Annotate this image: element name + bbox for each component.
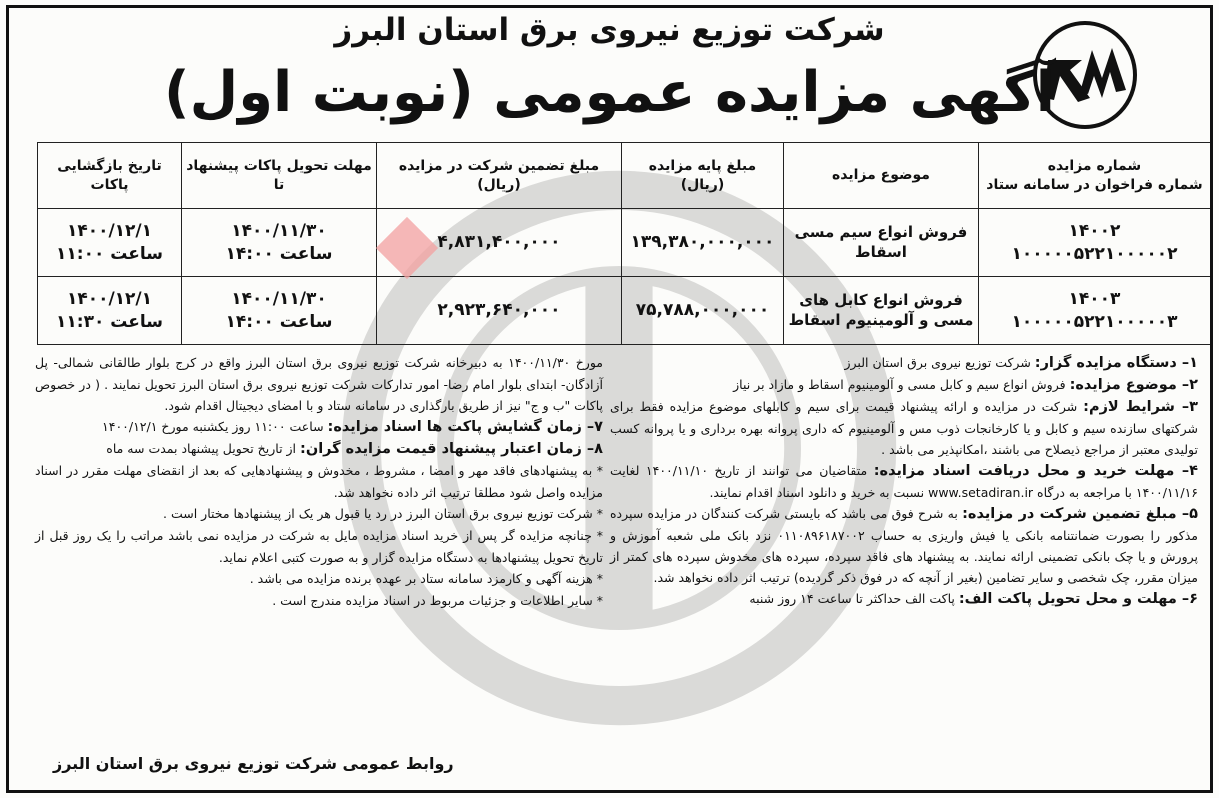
notice-headline: آگهی مزایده عمومی (نوبت اول) (164, 60, 1055, 125)
public-relations-signature: روابط عمومی شرکت توزیع نیروی برق استان البرز (53, 754, 454, 773)
newspaper-notice (6, 5, 1213, 793)
cell-guarantee: ۲,۹۲۳,۶۴۰,۰۰۰ (377, 277, 622, 345)
header-subject: موضوع مزایده (784, 143, 979, 209)
clause-1: ۱– دستگاه مزایده گزار: شرکت توزیع نیروی برق استان البرز (844, 355, 1198, 371)
cell-deadline: ۱۴۰۰/۱۱/۳۰ ساعت ۱۴:۰۰ (182, 209, 377, 277)
clause-3: ۳– شرایط لازم: شرکت در مزایده و ارائه پیشنهاد قیمت برای سیم و کابلهای موضوع مزایده فقط برای شرکتهای سازنده سیم و کابل و یا کارخانجات ذوب مس و آلومینیوم که داری پروانه بهره برداری و یا پروانه کسب تولیدی معتبر از مراجع ذیصلاح می باشند ،امکانپذیر می باشد . (610, 399, 1198, 457)
cell-opening: ۱۴۰۰/۱۲/۱ ساعت ۱۱:۰۰ (38, 209, 182, 277)
conditions-right-column (610, 352, 1198, 610)
cell-base-price: ۱۳۹,۳۸۰,۰۰۰,۰۰۰ (622, 209, 784, 277)
cell-opening: ۱۴۰۰/۱۲/۱ ساعت ۱۱:۳۰ (38, 277, 182, 345)
note-item: * هزینه آگهی و کارمزد سامانه ستاد بر عهده برنده مزایده می باشد . (249, 571, 603, 586)
conditions-left-column (35, 352, 603, 612)
note-item: * به پیشنهادهای فاقد مهر و امضا ، مشروط ، مخدوش و پیشنهادهایی که بعد از انقضای مهلت مقرر در اسناد مزایده واصل شود مطلقا ترتیب اثر داده نخواهد شد. (35, 463, 603, 500)
cell-auction-number: ۱۴۰۰۲ ۱۰۰۰۰۰۵۲۲۱۰۰۰۰۰۲ (979, 209, 1211, 277)
table-row (38, 209, 1211, 277)
cell-subject: فروش انواع سیم مسی اسقاط (784, 209, 979, 277)
note-item: * سایر اطلاعات و جزئیات مربوط در اسناد مزایده مندرج است . (272, 593, 603, 608)
cell-subject: فروش انواع کابل های مسی و آلومینیوم اسقاط (784, 277, 979, 345)
clause-6-continued: مورخ ۱۴۰۰/۱۱/۳۰ به دبیرخانه شرکت توزیع نیروی برق استان البرز واقع در کرج بلوار طالقانی شمالی- پل آزادگان- ابتدای بلوار امام رضا- امور تدارکات شرکت توزیع نیروی برق استان البرز تحویل نمایند . ( در خصوص پاکات "ب و ج" نیز از طریق بارگذاری در سامانه ستاد و با امضای دیجیتال اقدام شود. (35, 355, 603, 413)
clause-8: ۸– زمان اعتبار پیشنهاد قیمت مزایده گران: از تاریخ تحویل پیشنهاد بمدت سه ماه (106, 441, 603, 457)
header-deadline: مهلت تحویل پاکات پیشنهاد تا (182, 143, 377, 209)
header-opening: تاریخ بازگشایی پاکات (38, 143, 182, 209)
clause-5: ۵– مبلغ تضمین شرکت در مزایده: به شرح فوق می باشد که بایستی شرکت کنندگان در مزایده سپرده مذکور را بصورت ضمانتنامه بانکی یا فیش واریزی به حساب ۰۱۱۰۸۹۶۱۸۷۰۰۲ نزد بانک ملی شعبه آموزش و پرورش و یا چک بانکی تضمینی ارائه نمایند. به پیشنهاد های فاقد سپرده، سپرده های مخدوش سپرده های کمتر از میزان مقرر، چک شخصی و سایر تضامین (بغیر از آنچه که در فوق ذکر گردیده) ترتیب اثر داده نخواهد شد. (610, 506, 1198, 585)
cell-auction-number: ۱۴۰۰۳ ۱۰۰۰۰۰۵۲۲۱۰۰۰۰۰۳ (979, 277, 1211, 345)
header-base-price: مبلغ پایه مزایده (ریال) (622, 143, 784, 209)
auction-table (37, 142, 1211, 345)
note-item: * شرکت توزیع نیروی برق استان البرز در رد یا قبول هر یک از پیشنهادها مختار است . (163, 506, 603, 521)
cell-base-price: ۷۵,۷۸۸,۰۰۰,۰۰۰ (622, 277, 784, 345)
clause-2: ۲– موضوع مزایده: فروش انواع سیم و کابل مسی و آلومینیوم اسقاط و مازاد بر نیاز (733, 377, 1198, 393)
clause-6: ۶– مهلت و محل تحویل پاکت الف: پاکت الف حداکثر تا ساعت ۱۴ روز شنبه (749, 591, 1198, 607)
cell-guarantee: ۴,۸۳۱,۴۰۰,۰۰۰ (377, 209, 622, 277)
header-guarantee: مبلغ تضمین شرکت در مزایده (ریال) (377, 143, 622, 209)
table-row (38, 277, 1211, 345)
header-auction-number: شماره مزایده شماره فراخوان در سامانه ستاد (979, 143, 1211, 209)
table-header-row (38, 143, 1211, 209)
clause-7: ۷– زمان گشایش پاکت ها اسناد مزایده: ساعت ۱۱:۰۰ روز یکشنبه مورخ ۱۴۰۰/۱۲/۱ (102, 419, 603, 435)
clause-4: ۴– مهلت خرید و محل دریافت اسناد مزایده: متقاضیان می توانند از تاریخ ۱۴۰۰/۱۱/۱۰ لغایت ۱۴۰۰/۱۱/۱۶ با مراجعه به درگاه www.setadiran.ir نسبت به خرید و دانلود اسناد اقدام نمایند. (610, 463, 1199, 500)
note-item: * چنانچه مزایده گر پس از خرید اسناد مزایده مایل به شرکت در مزایده نمی باشد مراتب را یک روز قبل از تاریخ تحویل پیشنهادها به دستگاه مزایده گزار و به صورت کتبی اعلام نماید. (35, 528, 603, 565)
company-name: شرکت توزیع نیروی برق استان البرز (334, 12, 885, 48)
cell-deadline: ۱۴۰۰/۱۱/۳۰ ساعت ۱۴:۰۰ (182, 277, 377, 345)
